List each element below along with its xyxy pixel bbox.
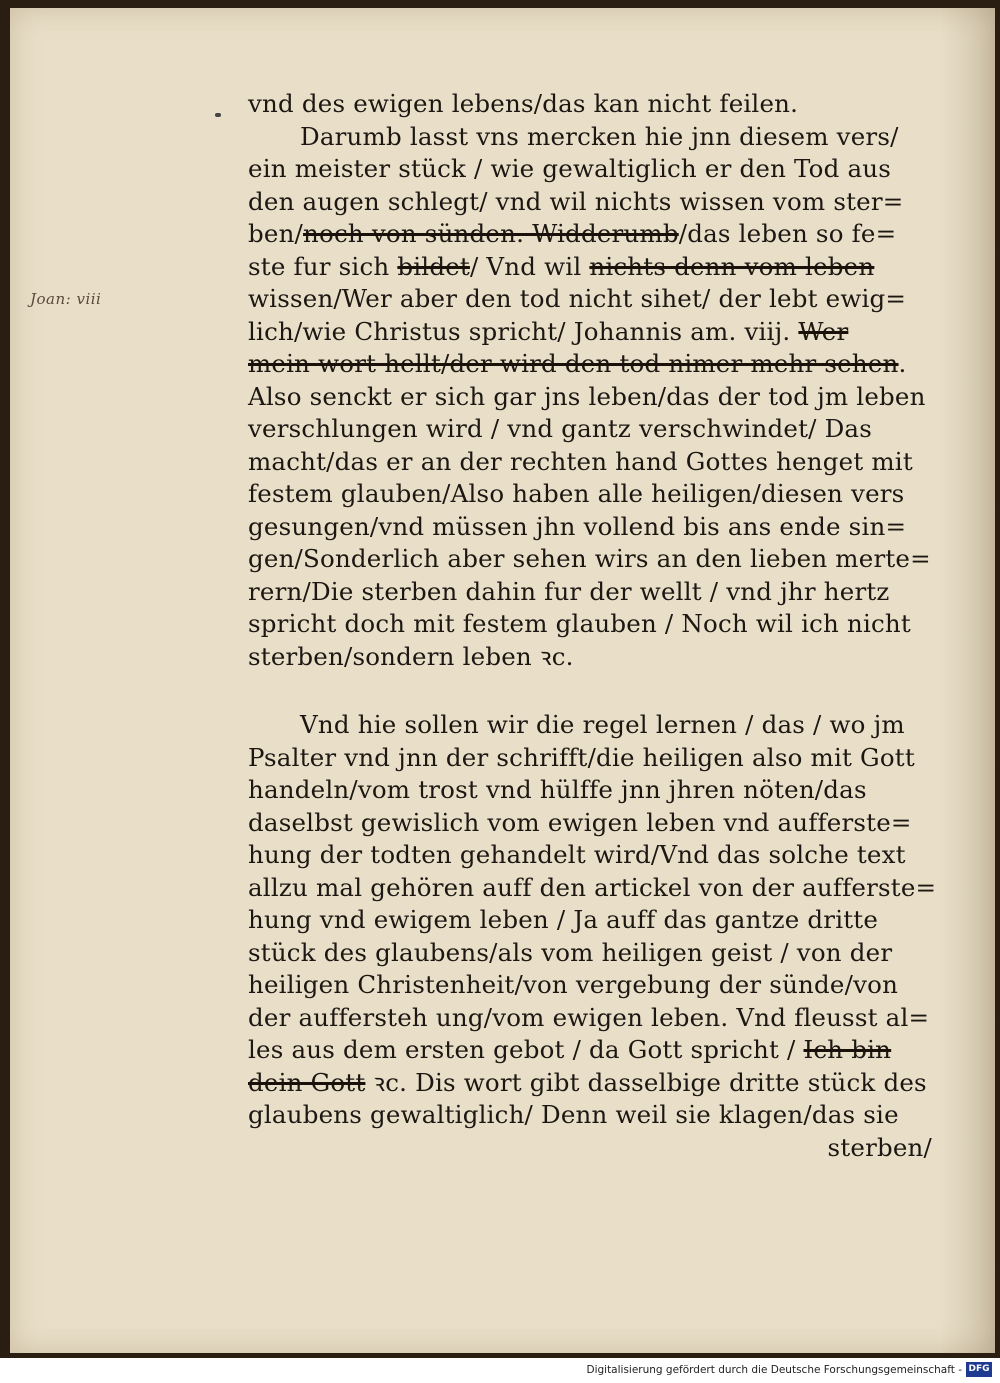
text-line: ein meister stück / wie gewaltiglich er den Tod aus [248,154,892,183]
text-line: daselbst gewislich vom ewigen leben vnd aufferste= [248,807,912,837]
text-line: Vnd hie sollen wir die regel lernen / das / wo jm [300,710,905,739]
paragraph-gap [248,673,948,709]
text-line: spricht doch mit festem glauben / Noch wil ich nicht [248,609,911,638]
text-line: gen/Sonderlich aber sehen wirs an den lieben merte= [248,544,931,573]
text-line: wissen/Wer aber den tod nicht sihet/ der lebt ewig= [248,284,907,313]
page-text [248,88,948,1164]
text-line: festem glauben/Also haben alle heiligen/diesen vers [248,479,905,508]
text-span: . [898,349,907,378]
struck-text: nichts denn vom leben [589,251,875,281]
text-line: Psalter vnd jnn der schrifft/die heiligen also mit Gott [248,742,915,772]
text-line: gesungen/vnd müssen jhn vollend bis ans ende sin= [248,511,907,541]
text-line: den augen schlegt/ vnd wil nichts wissen vom ster= [248,186,904,216]
catchword: sterben/ [827,1132,932,1162]
struck-text: bildet [397,251,470,281]
funding-credit: Digitalisierung gefördert durch die Deutsche Forschungsgemeinschaft - [586,1364,962,1376]
text-line: allzu mal gehören auff den artickel von der aufferste= [248,872,937,902]
text-span: ben/ [248,219,304,248]
struck-text: noch von sünden. Widderumb [303,219,679,248]
text-line [248,1034,948,1067]
text-line: rern/Die sterben dahin fur der wellt / vnd jhr hertz [248,576,890,606]
text-line: macht/das er an der rechten hand Gottes henget mit [248,446,913,476]
struck-text: mein wort hellt/der wird den tod nimer mehr sehen [248,349,899,378]
struck-text: Wer [798,316,849,346]
text-line: stück des glaubens/als vom heiligen geist / von der [248,937,893,967]
text-span: les aus dem ersten gebot / da Gott spricht / [248,1035,804,1064]
text-line: hung der todten gehandelt wird/Vnd das solche text [248,840,906,869]
text-span: ꝛc. Dis wort gibt dasselbige dritte stück des [365,1067,927,1097]
text-line [248,1067,948,1100]
struck-text: Ich bin [803,1035,892,1064]
footer-bar [0,1358,1000,1383]
margin-dash [215,113,221,117]
text-span: / Vnd wil [469,251,590,281]
text-line: heiligen Christenheit/von vergebung der sünde/von [248,970,899,999]
dfg-logo[interactable]: DFG [966,1362,992,1377]
text-line: Also senckt er sich gar jns leben/das der tod jm leben [248,381,926,411]
text-line [248,316,948,349]
text-line: sterben/sondern leben ꝛc. [248,641,574,671]
text-line: glaubens gewaltiglich/ Denn weil sie klagen/das sie [248,1100,899,1129]
text-line [248,218,948,251]
struck-text: dein Gott [248,1067,366,1097]
text-line: hung vnd ewigem leben / Ja auff das gantze dritte [248,905,879,934]
text-line: verschlungen wird / vnd gantz verschwindet/ Das [248,414,873,443]
text-span: lich/wie Christus spricht/ Johannis am. viij. [248,316,799,346]
text-line: vnd des ewigen lebens/das kan nicht feilen. [248,89,799,118]
marginal-annotation: Joan: viii [30,290,102,308]
text-line [248,251,948,284]
text-line: handeln/vom trost vnd hülffe jnn jhren nöten/das [248,775,867,804]
text-line: der auffersteh ung/vom ewigen leben. Vnd fleusst al= [248,1002,930,1032]
text-line: Darumb lasst vns mercken hie jnn diesem vers/ [300,121,899,151]
text-line [248,348,948,381]
text-span: ste fur sich [248,251,398,281]
text-span: /das leben so fe= [678,219,897,248]
